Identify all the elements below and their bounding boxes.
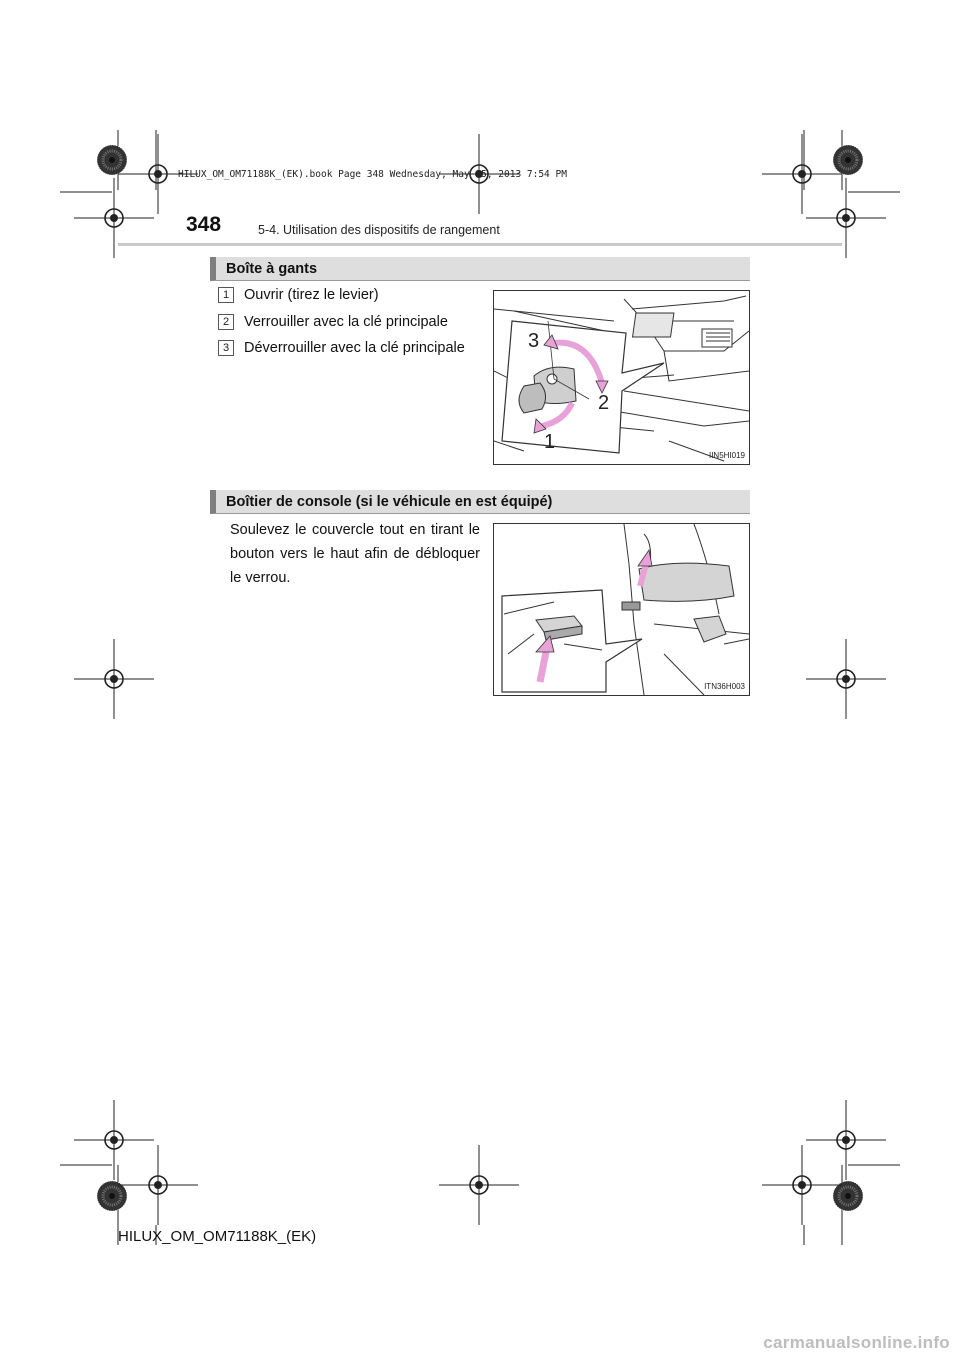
callout-3: 3 (528, 330, 540, 352)
step-number-2: 2 (218, 314, 234, 330)
step-text-2: Verrouiller avec la clé principale (244, 314, 448, 330)
figure-code-glovebox: IIN5HI019 (708, 451, 745, 460)
step-text-1: Ouvrir (tirez le levier) (244, 287, 379, 303)
console-figure (493, 523, 750, 696)
header-divider (118, 243, 842, 246)
figure-code-console: ITN36H003 (704, 682, 745, 691)
section-title-glovebox: Boîte à gants (226, 261, 318, 277)
watermark: carmanualsonline.info (763, 1333, 950, 1352)
glovebox-figure (493, 290, 750, 465)
section-path: 5-4. Utilisation des dispositifs de rangement (258, 223, 500, 237)
footer-doc-code: HILUX_OM_OM71188K_(EK) (118, 1228, 317, 1245)
page-number: 348 (186, 213, 222, 236)
step-number-3: 3 (218, 340, 234, 356)
step-number-1: 1 (218, 287, 234, 303)
console-instructions: Soulevez le couvercle tout en tirant le bouton vers le haut afin de débloquer le verrou. (230, 522, 480, 586)
console-illustration (494, 524, 749, 695)
glovebox-illustration (494, 291, 749, 464)
callout-2: 2 (598, 392, 610, 414)
callout-1: 1 (544, 431, 556, 453)
section-title-console: Boîtier de console (si le véhicule en est équipé) (226, 494, 553, 510)
bookmark-line: HILUX_OM_OM71188K_(EK).book Page 348 Wednesday, May 15, 2013 7:54 PM (178, 169, 567, 180)
step-text-3: Déverrouiller avec la clé principale (244, 340, 465, 356)
